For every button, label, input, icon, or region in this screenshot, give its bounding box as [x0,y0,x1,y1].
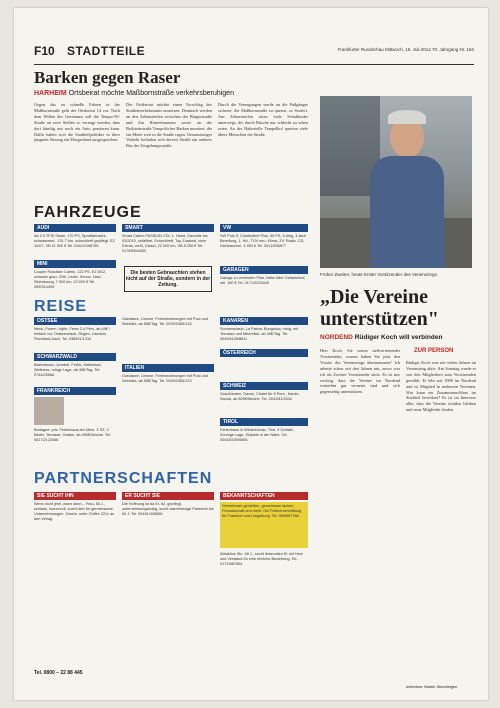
person-hair [388,110,426,124]
category-smart: SMART [122,224,214,232]
ad-kanaren: Sonnenurlaub, La Palma, Bungalow, ruhig, mit Terrasse und Meerblick, ab 40€/Tag. Tel. 0049/6105/8811 [220,327,299,341]
category-oesterreich: ÖSTERREICH [220,349,308,357]
ad-vw: VW Polo 9, Comfortline Plus, 60 PS, 5-türig, 4-fach Bereifung, 1. Hd., TÜV neu, Klima, ZV, Radio, CD, Nichtraucher, 4.950 € Tel. 0611/998877 [220,234,306,248]
feature-column-1: Herr Koch, Sie waren stellvertretender Vorsitzender, warum haben Sie jetzt den Vorsitz des Vereinsrings übernommen? Ich arbeite schon seit drei Jahren mit, zuvor war ich als Zweiter Vorsitzender aktiv. Es ist mir wichtig, dass die Vereine im Nordend weiterhin gut vernetzt sind und sich gegenseitig unterstützen. [320,348,400,395]
category-italien: ITALIEN [122,364,214,372]
ad-sie-sucht-ihn: Wenn nicht jetzt, wann dann... Frau, 56 J., schlank, humorvoll, sucht dich für gemeinsame Unternehmungen. Zuschr. unter Chiffre 2211 an den Verlag. [34,502,115,521]
ad-bekanntschaften: Attraktive Sie, 48 J., sucht liebevollen Er mit Herz und Verstand für eine ehrliche Beziehung. Tel. 0171/987654 [220,552,303,566]
ad-tirol: Ferienhaus in Wildschönau, Tirol, 4 Schlafz., Sonnige Lage, Skipiste in der Nähe. Tel. 0043/5339/5566 [220,428,295,442]
category-audi: AUDI [34,224,116,232]
person-shirt [370,156,444,268]
article-column-1: Gegen das zu schnelle Fahren in der Maßbornstraße geht der Ortsbeirat 14 vor. Nach dem Willen des Gremiums soll die Tempo-30-Straße an zwei Stellen so verengt werden, dass dort künftig nur noch ein Auto passieren kann. Dafür haben sich die Stadtteilpolitiker in ihrer jüngsten Sitzung ein Morgenland ausgesprochen. [34,102,120,143]
ad-ostsee: Meck.-Pomm. Idylle: Fewo 2-4 Pers. ab 49€ / einfach nur Ostseeurlaub, Rügen, Usedom, Fischland-Darß. Tel. 038391/1234 [34,327,110,341]
partnerschaften-title: PARTNERSCHAFTEN [34,470,213,487]
ad-italien: Gardasee, Limone, Ferienwohnungen mit Pool und Seeblick, ab 55€/Tag. Tel. 0039/0365/123 [122,374,208,383]
feature-byline-text: Rüdiger Koch will verbinden [354,334,443,341]
category-mini: MINI [34,260,116,268]
ad-er-sucht-sie: Die Hoffnung ist da Er, 62, gepflegt, unternehmungslustig, sucht warmherzige Partnerin bis 60 J. Tel. 06181/445566 [122,502,214,516]
newspaper-page [14,8,488,700]
ad-audi: A6 2.0 TFSI Stuhe, 170 PS, Sportfahrwerk, schwarzmet., 131 T km, scheckheft gepflegt, EZ 10/07, VB 11.900 € Tel. 0162/1098765 [34,234,115,248]
contact-phone: Tel. 0800 – 22 88 445 [34,670,83,676]
category-er-sucht-sie: ER SUCHT SIE [122,492,214,500]
article-location: HARHEIM [34,90,67,97]
category-bekanntschaften: BEKANNTSCHAFTEN [220,492,308,500]
category-sie-sucht-ihn: SIE SUCHT IHN [34,492,116,500]
interview-credit: Interview: Martin Stechlingen [406,684,458,689]
article-column-2: Der Ortsbeirat möchte einen Vorschlag des Straßenverkehrsamts umsetzen. Demnach werden an den Zebrastreifen zwischen der Bürgerstraße und Am Römerbrunnen sowie an der Beilsteinstraße Tempolöcher Barken montiert, die ein Meter weit in die Straße ragen. Ortsansässiger Verkehr befinden sich derzeit Straße ein anderes Bus der Umgehungsstraße. [126,102,212,149]
highlight-ad: Gemeinsam genießen, gemeinsam lachen, Freundschaft und mehr: Die Partnervermittlung für Frankfurt und Umgebung. Tel. 069/667788 [220,502,308,548]
reise-title: REISE [34,298,88,315]
article-subtitle: Ortsbeirat möchte Maßbornstraße verkehrsberuhigen [68,90,234,97]
category-garagen: GARAGEN [220,266,308,274]
feature-column-2: Rüdiger Koch war seit vielen Jahren im Vereinsring aktiv. Am Sonntag wurde er von den Mitgliedern zum Vorsitzenden gewählt. Er lebt seit 1980 im Nordend und ist Mitglied in mehreren Vereinen. Was kann ein Zusammenschluss im Stadtteil bewirken? Es ist im Interesse aller, dass die Vereine sichtbar bleiben und neue Mitglieder finden. [406,360,476,413]
feature-byline [320,334,442,341]
publication-line: Frankfurter Rundschau Mittwoch, 16. Juli 2014 70. Jahrgang Nr. 162 [337,47,474,52]
page-header [34,40,474,65]
category-frankreich: FRANKREICH [34,387,116,395]
house-photo [34,397,64,425]
promo-box: Die besten Gebrauchten stehen nicht auf der Straße, sondern in der Zeitung. [124,266,212,292]
category-tirol: TIROL [220,418,308,426]
article-subhead [34,90,234,97]
category-schwarzwald: SCHWARZWALD [34,353,116,361]
page-number: F10 [34,44,55,58]
portrait-photo [320,96,472,268]
ad-schweiz: Graubünden, Davos, Chalet für 6 Pers., Kamin, Sauna, ab 800€/Woche. Tel. 0041/81/3344 [220,392,300,401]
feature-location: NORDEND [320,334,353,341]
ad-frankreich: Bretagne: priv. Ferienhaus am Meer, 3 SZ, 2 Bäder, Terrasse, Garten, ab 490€/Woche. Tel. 06172/123456 [34,428,111,442]
article-headline: Barken gegen Raser [34,68,181,87]
ad-smart: Smart Cabrio PASSION CDI, 1. Hand, Garantie bis 03/2015, unfallfrei, Scheckheft, Top Zustand, viele Extras, weiß, Diesel, 22.000 km, VB 8.250 € Tel. 0176/5544332 [122,234,208,253]
section-name: STADTTEILE [67,44,146,58]
zur-person-label: ZUR PERSON [414,348,454,354]
category-ostsee: OSTSEE [34,317,116,325]
category-kanaren: KANAREN [220,317,308,325]
feature-headline: „Die Vereine unterstützen" [320,286,439,330]
ad-schwarzwald: Baiersbronn, komfort. FeWo, Hallenbad, Wellness, ruhige Lage, ab 45€/Tag. Tel. 07442/5566 [34,363,102,377]
category-schweiz: SCHWEIZ [220,382,308,390]
photo-caption: Früher Zweiter, heute Erster Vorsitzender des Vereinsrings. [320,272,439,277]
ad-reise-2: Gardasee, Limone, Ferienwohnungen mit Pool und Seeblick, ab 55€/Tag. Tel. 0039/0365/123 [122,317,208,326]
ad-mini: Cooper Roadster Cabrio, 122 PS, EZ 8/12, schwarz grau, Chili, Leder, Xenon, Navi, Sitzheizung, 7.500 km, 22.900 € Tel. 069/314499 [34,270,107,289]
ad-garagen: Garage zu vermieten Pilar, Nähe Alter Ostbahnhof, mtl. 150 € Tel. 0171/2233445 [220,276,306,285]
category-vw: VW [220,224,308,232]
article-column-3: Durch die Verengungen werde an die Fußgänger sicherer, die Maßbornstraße zu queren, so Seufert. Am Zebrastreifen seien viele Schulkinder unterwegs, die durch Büsche nur schlecht zu sehen seien. An der Haltestelle Tempelhof querten viele ältere Menschen die Straße. [218,102,308,137]
fahrzeuge-title: FAHRZEUGE [34,204,142,221]
